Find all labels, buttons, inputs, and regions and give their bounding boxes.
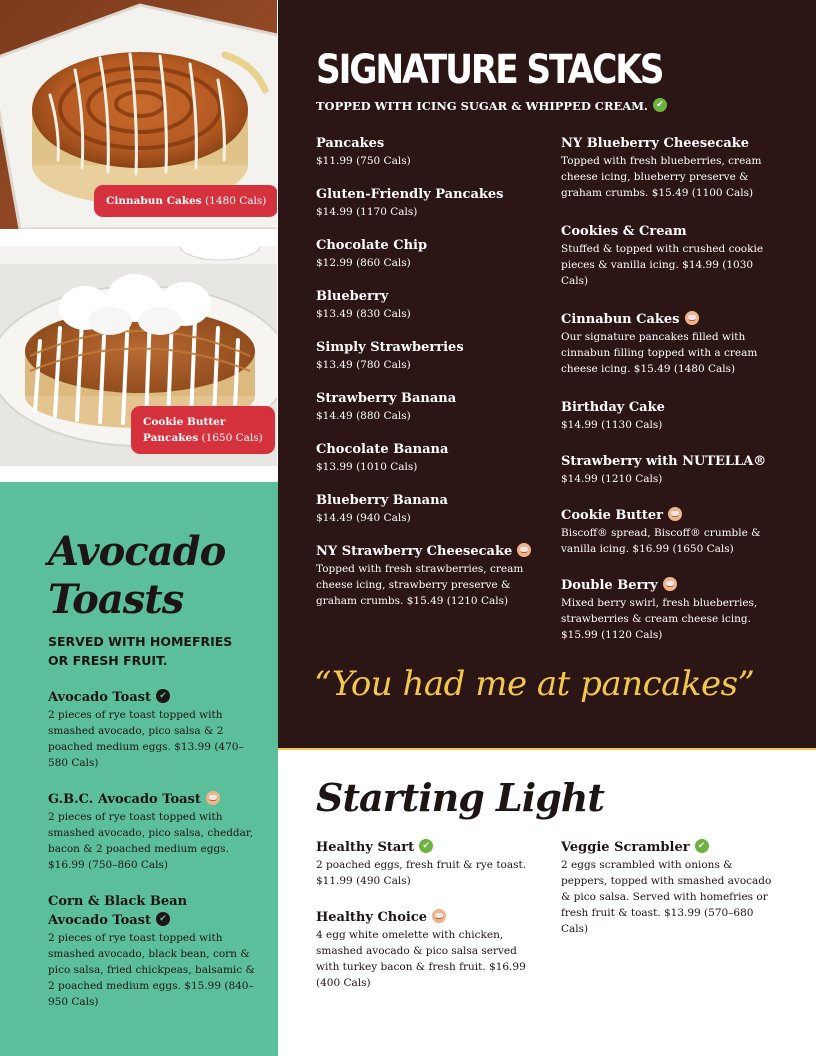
item-description: $14.49 (880 Cals) — [316, 410, 411, 422]
menu-item — [316, 287, 536, 322]
item-description: $13.49 (830 Cals) — [316, 308, 411, 320]
gold-divider — [278, 748, 816, 750]
item-name: Strawberry Banana — [316, 391, 457, 406]
starting-left-column — [316, 838, 530, 991]
menu-item — [316, 338, 536, 373]
favorite-icon — [206, 791, 220, 805]
vegetarian-icon — [156, 689, 170, 703]
starting-right-column — [561, 838, 777, 937]
item-name: Blueberry Banana — [316, 493, 448, 508]
avocado-toasts-title — [48, 528, 225, 624]
menu-item — [316, 185, 536, 220]
item-description: Mixed berry swirl, fresh blueberries, strawberries & cream cheese icing. $15.99 (1120 Cals) — [561, 597, 758, 641]
menu-item — [316, 236, 536, 271]
item-name: Strawberry with NUTELLA® — [561, 454, 767, 469]
item-description: 2 pieces of rye toast topped with smashed avocado, pico salsa & 2 poached medium eggs. $13.99 (470–580 Cals) — [48, 709, 244, 769]
starting-light-title: Starting Light — [316, 775, 604, 820]
item-name: Chocolate Banana — [316, 442, 449, 457]
subtitle-line: SERVED WITH HOMEFRIES — [48, 634, 233, 649]
menu-item — [316, 491, 536, 526]
item-name: Healthy Choice — [316, 908, 530, 927]
item-name: Corn & Black Bean Avocado Toast✔ — [48, 892, 188, 930]
signature-left-column — [316, 134, 536, 609]
menu-item — [48, 790, 258, 873]
menu-item — [316, 838, 530, 889]
item-name: Veggie Scrambler✔ — [561, 838, 777, 857]
item-name: Chocolate Chip — [316, 238, 428, 253]
item-description: 2 pieces of rye toast topped with smashed avocado, black bean, corn & pico salsa, fried chickpeas, balsamic & 2 poached medium eggs. $15.99 (840–950 Cals) — [48, 932, 255, 1008]
item-name: Pancakes — [316, 136, 385, 151]
item-description: Topped with fresh strawberries, cream cheese icing, strawberry preserve & graham crumbs. $15.49 (1210 Cals) — [316, 563, 524, 607]
item-description: Stuffed & topped with crushed cookie pieces & vanilla icing. $14.99 (1030 Cals) — [561, 243, 764, 287]
menu-item — [561, 452, 783, 487]
menu-item — [561, 398, 783, 433]
item-name: G.B.C. Avocado Toast — [48, 790, 258, 809]
menu-item — [316, 908, 530, 991]
item-description: $14.99 (1130 Cals) — [561, 419, 663, 431]
item-description: $12.99 (860 Cals) — [316, 257, 411, 269]
item-name: NY Strawberry Cheesecake — [316, 542, 536, 561]
menu-item — [316, 134, 536, 169]
item-description: $13.49 (780 Cals) — [316, 359, 411, 371]
menu-item — [561, 838, 777, 937]
cinnabun-pancakes-photo — [0, 0, 277, 229]
signature-stacks-subtitle: TOPPED WITH ICING SUGAR & WHIPPED CREAM.✔ — [316, 97, 667, 115]
avocado-subtitle — [48, 632, 232, 670]
menu-item — [316, 542, 536, 609]
item-description: $13.99 (1010 Cals) — [316, 461, 418, 473]
cookie-butter-pancakes-label: Cookie Butter Pancakes (1650 Cals) — [131, 406, 275, 454]
item-name: Cinnabun Cakes — [561, 310, 783, 329]
menu-item — [561, 576, 783, 643]
favorite-icon — [668, 507, 682, 521]
vegetarian-icon — [156, 912, 170, 926]
item-name: NY Blueberry Cheesecake — [561, 136, 750, 151]
favorite-icon — [432, 909, 446, 923]
avocado-items — [48, 688, 258, 1010]
menu-item — [48, 688, 258, 771]
item-name: Gluten-Friendly Pancakes — [316, 187, 504, 202]
menu-item — [48, 892, 258, 1010]
item-name: Cookie Butter — [561, 506, 783, 525]
cookie-butter-pancakes-photo — [0, 246, 277, 466]
item-description: Biscoff® spread, Biscoff® crumble & vanilla icing. $16.99 (1650 Cals) — [561, 527, 761, 555]
pancake-quote: “You had me at pancakes” — [314, 664, 755, 704]
item-description: 4 egg white omelette with chicken, smashed avocado & pico salsa served with turkey bacon & fresh fruit. $16.99 (400 Cals) — [316, 929, 526, 989]
favorite-icon — [663, 577, 677, 591]
item-name: Healthy Start✔ — [316, 838, 530, 857]
signature-right-column — [561, 134, 783, 643]
favorite-icon — [685, 311, 699, 325]
item-name: Double Berry — [561, 576, 783, 595]
vegetarian-icon — [419, 839, 433, 853]
subtitle-line: OR FRESH FRUIT. — [48, 653, 168, 668]
item-name: Cookies & Cream — [561, 224, 687, 239]
cinnabun-cakes-label: Cinnabun Cakes (1480 Cals) — [94, 185, 277, 217]
menu-item — [561, 506, 783, 557]
item-description: 2 pieces of rye toast topped with smashed avocado, pico salsa, cheddar, bacon & 2 poached medium eggs. $16.99 (750–860 Cals) — [48, 811, 254, 871]
vegetarian-icon — [695, 839, 709, 853]
item-name: Avocado Toast✔ — [48, 688, 258, 707]
item-description: 2 eggs scrambled with onions & peppers, topped with smashed avocado & pico salsa. Served with homefries or fresh fruit & toast. $13.99 (570–680 Cals) — [561, 859, 772, 935]
item-name: Simply Strawberries — [316, 340, 464, 355]
item-name: Birthday Cake — [561, 400, 665, 415]
menu-item — [316, 440, 536, 475]
item-name: Blueberry — [316, 289, 389, 304]
item-description: Our signature pancakes filled with cinnabun filling topped with a cream cheese icing. $15.49 (1480 Cals) — [561, 331, 758, 375]
item-description: Topped with fresh blueberries, cream cheese icing, blueberry preserve & graham crumbs. $15.49 (1100 Cals) — [561, 155, 762, 199]
title-line: Avocado — [48, 528, 226, 575]
item-description: $14.99 (1210 Cals) — [561, 473, 663, 485]
item-description: $11.99 (750 Cals) — [316, 155, 411, 167]
menu-item — [561, 310, 783, 377]
title-line: Toasts — [48, 576, 184, 623]
item-description: $14.49 (940 Cals) — [316, 512, 411, 524]
item-description: 2 poached eggs, fresh fruit & rye toast. $11.99 (490 Cals) — [316, 859, 527, 887]
vegetarian-icon — [653, 98, 667, 112]
favorite-icon — [517, 543, 531, 557]
menu-item — [561, 134, 783, 201]
signature-stacks-title: SIGNATURE STACKS — [316, 47, 663, 93]
item-description: $14.99 (1170 Cals) — [316, 206, 418, 218]
menu-item — [561, 222, 783, 289]
menu-item — [316, 389, 536, 424]
